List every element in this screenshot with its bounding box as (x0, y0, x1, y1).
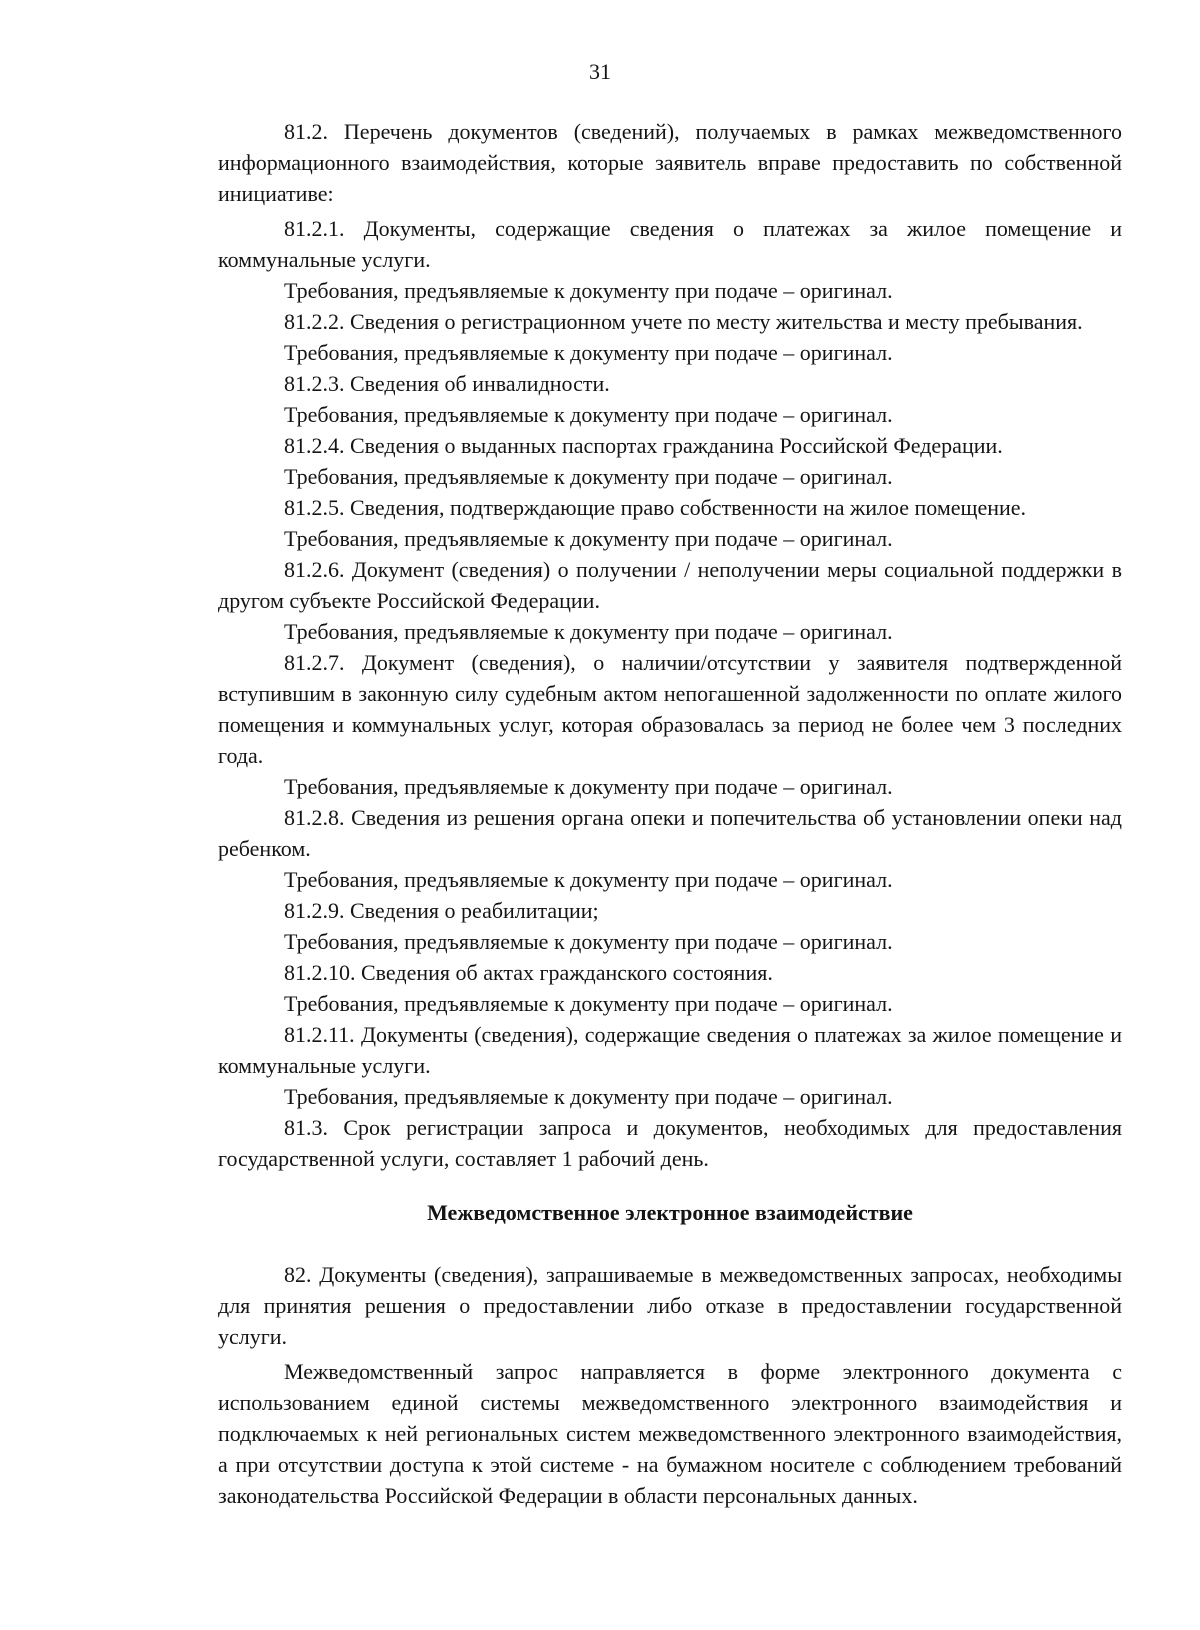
paragraph-81-3: 81.3. Срок регистрации запроса и документов, необходимых для предоставления государственной услуги, составляет 1 рабочий день. (218, 1115, 1122, 1171)
section-heading: Межведомственное электронное взаимодействие (427, 1200, 913, 1225)
page-number: 31 (589, 59, 611, 84)
requirement-line: Требования, предъявляемые к документу при подаче – оригинал. (284, 619, 893, 644)
requirement-line: Требования, предъявляемые к документу при подаче – оригинал. (284, 402, 893, 427)
paragraph-81-2-5: 81.2.5. Сведения, подтверждающие право собственности на жилое помещение. (284, 495, 1027, 520)
paragraph-82: 82. Документы (сведения), запрашиваемые в межведомственных запросах, необходимы для принятия решения о предоставлении либо отказе в предоставлении государственной услуги. (218, 1262, 1122, 1349)
requirement-line: Требования, предъявляемые к документу при подаче – оригинал. (284, 464, 893, 489)
paragraph-81-2-10: 81.2.10. Сведения об актах гражданского состояния. (284, 960, 773, 985)
paragraph-81-2-7: 81.2.7. Документ (сведения), о наличии/отсутствии у заявителя подтвержденной вступившим в законную силу судебным актом непогашенной задолженности по оплате жилого помещения и коммунальных услуг, которая образовалась за период не более чем 3 последних года. (218, 650, 1122, 768)
paragraph-81-2-8: 81.2.8. Сведения из решения органа опеки и попечительства об установлении опеки над ребенком. (218, 805, 1122, 861)
requirement-line: Требования, предъявляемые к документу при подаче – оригинал. (284, 774, 893, 799)
paragraph-81-2-1: 81.2.1. Документы, содержащие сведения о платежах за жилое помещение и коммунальные услуги. (218, 216, 1122, 272)
document-body (218, 116, 1122, 1511)
requirement-line: Требования, предъявляемые к документу при подаче – оригинал. (284, 526, 893, 551)
paragraph-81-2-3: 81.2.3. Сведения об инвалидности. (284, 371, 610, 396)
requirement-line: Требования, предъявляемые к документу при подаче – оригинал. (284, 340, 893, 365)
paragraph-81-2-11: 81.2.11. Документы (сведения), содержащие сведения о платежах за жилое помещение и коммунальные услуги. (218, 1022, 1122, 1078)
paragraph-81-2-9: 81.2.9. Сведения о реабилитации; (284, 898, 599, 923)
requirement-line: Требования, предъявляемые к документу при подаче – оригинал. (284, 929, 893, 954)
paragraph-interagency-request: Межведомственный запрос направляется в форме электронного документа с использованием единой системы межведомственного электронного взаимодействия и подключаемых к ней региональных систем межведомственного электронного взаимодействия, а при отсутствии доступа к этой системе - на бумажном носителе с соблюдением требований законодательства Российской Федерации в области персональных данных. (218, 1359, 1122, 1508)
paragraph-81-2-2: 81.2.2. Сведения о регистрационном учете по месту жительства и месту пребывания. (284, 309, 1083, 334)
paragraph-81-2-6: 81.2.6. Документ (сведения) о получении / неполучении меры социальной поддержки в другом субъекте Российской Федерации. (218, 557, 1122, 613)
requirement-line: Требования, предъявляемые к документу при подаче – оригинал. (284, 867, 893, 892)
paragraph-81-2-4: 81.2.4. Сведения о выданных паспортах гражданина Российской Федерации. (284, 433, 1003, 458)
requirement-line: Требования, предъявляемые к документу при подаче – оригинал. (284, 1084, 893, 1109)
requirement-line: Требования, предъявляемые к документу при подаче – оригинал. (284, 278, 893, 303)
requirement-line: Требования, предъявляемые к документу при подаче – оригинал. (284, 991, 893, 1016)
paragraph-81-2: 81.2. Перечень документов (сведений), получаемых в рамках межведомственного информационного взаимодействия, которые заявитель вправе предоставить по собственной инициативе: (218, 119, 1122, 206)
